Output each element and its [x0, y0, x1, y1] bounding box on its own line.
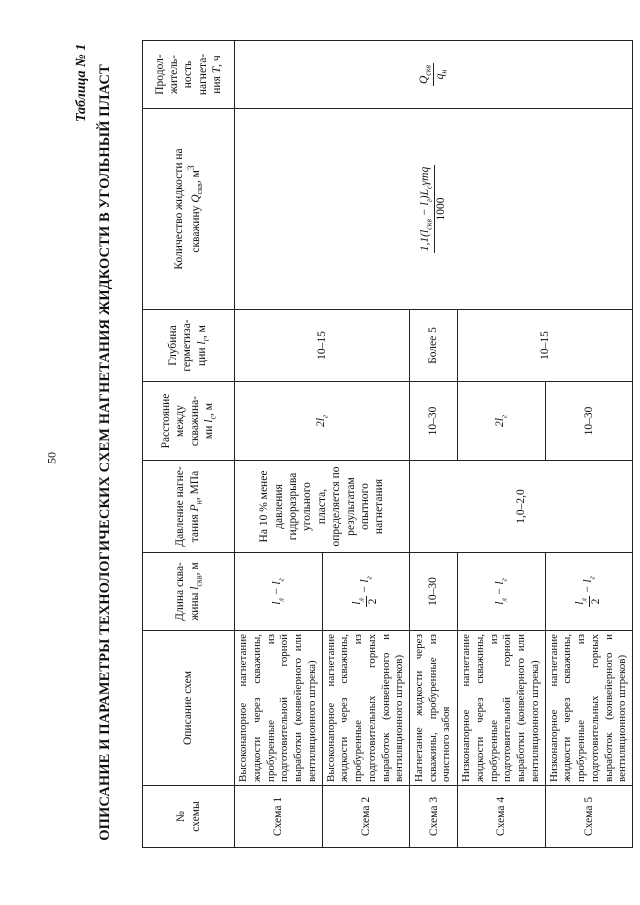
- row-length-formula: $l_л$ 2 − $l_г$: [545, 553, 633, 631]
- row-distance: 10–30: [410, 382, 458, 461]
- header-description: Описание схем: [143, 631, 235, 786]
- table-row: [235, 41, 323, 848]
- pressure-high-cell: На 10 % менее давления гидроразрыва угольного пласта, определяется по результатам опытного нагнетания: [235, 461, 410, 553]
- duration-fraction: $Q_{скв}$ $q_н$: [417, 64, 449, 85]
- row-length-formula: $l_л - l_г$: [235, 553, 323, 631]
- row-distance: 10–30: [545, 382, 633, 461]
- row-depth: Более 5: [410, 310, 458, 382]
- quantity-fraction: $1,1(l_{скв} - l_г)L_с\gamma mq$ 1000: [419, 166, 448, 252]
- row-description: Высоконапорное нагнетание жидкости через скважины, пробуренные из подготовительных горных выработок (конвейерного и вентиляционного штреков): [322, 631, 410, 786]
- depth-cell-45: 10–15: [458, 310, 633, 382]
- header-quantity: Количество жидкости на скважину $Q_{скв}$, $м^3$: [143, 109, 235, 310]
- row-num: Схема 5: [545, 786, 633, 848]
- header-length: Длина сква- жины $l_{скв}$, м: [143, 553, 235, 631]
- table-header-row: [143, 41, 235, 848]
- row-description: Нагнетание жидкости через скважины, пробуренные из очистного забоя: [410, 631, 458, 786]
- duration-formula: [235, 41, 633, 109]
- row-length: 10–30: [410, 553, 458, 631]
- row-length-formula: $l_л$ 2 − $l_г$: [322, 553, 410, 631]
- row-description: Высоконапорное нагнетание жидкости через скважины, пробуренные из подготовительной горной выработки (конвейерного или вентиляционного штрека): [235, 631, 323, 786]
- parameters-table: [142, 40, 633, 848]
- distance-formula-12: $2l_г$: [235, 382, 410, 461]
- row-length-formula: $l_л - l_г$: [458, 553, 546, 631]
- header-duration: Продол- житель- ность нагнета- ния T, ч: [143, 41, 235, 109]
- table-label: Таблица № 1: [74, 43, 89, 122]
- depth-cell-12: 10–15: [235, 310, 410, 382]
- row-num: Схема 1: [235, 786, 323, 848]
- distance-formula-4: $2l_г$: [458, 382, 546, 461]
- row-num: Схема 2: [322, 786, 410, 848]
- header-pressure: Давление нагне- тания $P_н$, МПа: [143, 461, 235, 553]
- quantity-formula: [235, 109, 633, 310]
- pressure-low-cell: 1,0–2,0: [410, 461, 633, 553]
- header-distance: Расстояние между скважина- ми $l_с$, м: [143, 382, 235, 461]
- row-num: Схема 3: [410, 786, 458, 848]
- row-num: Схема 4: [458, 786, 546, 848]
- row-description: Низконапорное нагнетание жидкости через скважины, пробуренные из подготовительной горной выработки (конвейерного или вентиляционного штрека): [458, 631, 546, 786]
- header-num: № схемы: [143, 786, 235, 848]
- page-number: 50: [44, 452, 59, 464]
- header-depth: Глубина герметиза- ции $l_г$, м: [143, 310, 235, 382]
- table-title: ОПИСАНИЕ И ПАРАМЕТРЫ ТЕХНОЛОГИЧЕСКИХ СХЕМ НАГНЕТАНИЯ ЖИДКОСТИ В УГОЛЬНЫЙ ПЛАСТ: [97, 64, 113, 841]
- row-description: Низконапорное нагнетание жидкости через скважины, пробуренные из подготовительных горных выработок (конвейерного и вентиляционного штреков): [545, 631, 633, 786]
